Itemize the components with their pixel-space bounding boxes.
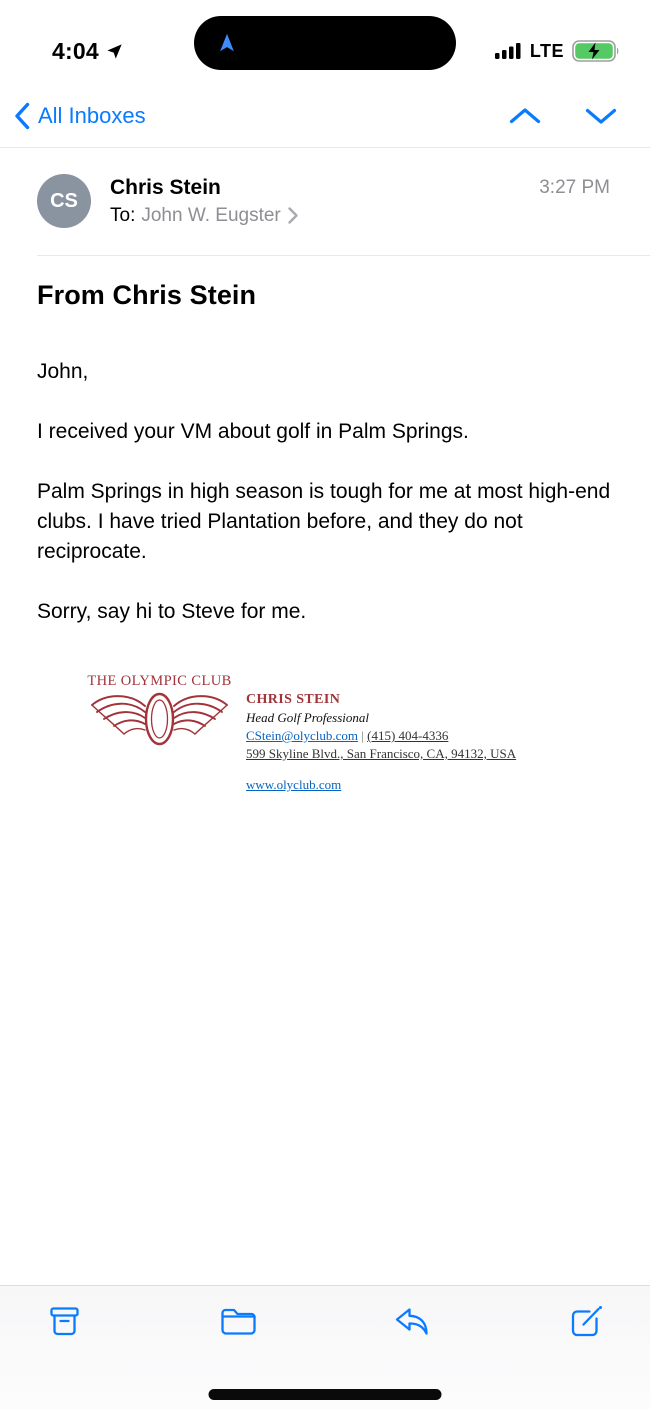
message-time: 3:27 PM xyxy=(539,177,610,198)
header-middle xyxy=(91,174,539,229)
dynamic-island xyxy=(194,16,456,70)
compose-button[interactable] xyxy=(566,1303,606,1343)
sender-name[interactable]: Chris Stein xyxy=(110,176,221,199)
battery-charging-icon xyxy=(572,40,620,62)
chevron-right-icon xyxy=(287,206,299,225)
signature-contact-line xyxy=(246,727,516,745)
email-signature xyxy=(87,673,612,794)
reply-icon xyxy=(392,1303,432,1340)
signature-phone-link[interactable]: (415) 404-4336 xyxy=(367,728,449,743)
email-paragraph: I received your VM about golf in Palm Springs. xyxy=(37,420,469,443)
olympic-club-logo xyxy=(87,673,232,794)
recipient-line[interactable] xyxy=(110,202,539,229)
status-left xyxy=(52,38,124,65)
cellular-signal-icon xyxy=(495,42,522,61)
network-type-label: LTE xyxy=(529,40,564,61)
email-body-heading: From Chris Stein xyxy=(37,280,257,310)
signature-website-line xyxy=(246,776,516,794)
winged-o-emblem-icon xyxy=(87,690,232,752)
archive-icon xyxy=(46,1303,83,1340)
email-content xyxy=(0,256,650,794)
sender-avatar[interactable]: CS xyxy=(37,174,91,228)
chevron-left-icon xyxy=(14,102,30,130)
status-time: 4:04 xyxy=(52,37,99,64)
status-right xyxy=(495,40,620,62)
nav-bar xyxy=(0,90,650,148)
move-to-folder-button[interactable] xyxy=(218,1303,258,1343)
signature-address[interactable]: 599 Skyline Blvd., San Francisco, CA, 94132, USA xyxy=(246,746,517,761)
signature-website-link[interactable]: www.olyclub.com xyxy=(246,777,342,792)
olympic-club-logo-text: THE OLYMPIC CLUB xyxy=(87,673,232,689)
email-paragraph: Palm Springs in high season is tough for me at most high-end clubs. I have tried Plantation before, and they do not reciprocate. xyxy=(37,480,611,563)
previous-message-button[interactable] xyxy=(508,106,542,126)
next-message-button[interactable] xyxy=(584,106,618,126)
signature-email-link[interactable]: CStein@olyclub.com xyxy=(246,728,358,743)
signature-text-block xyxy=(232,673,516,794)
signature-separator: | xyxy=(361,728,364,743)
navigation-active-icon xyxy=(216,32,238,54)
compose-icon xyxy=(567,1303,605,1341)
signature-name: CHRIS STEIN xyxy=(246,692,341,707)
message-nav-arrows xyxy=(508,106,630,126)
home-indicator[interactable] xyxy=(209,1389,442,1400)
archive-button[interactable] xyxy=(44,1303,84,1343)
email-header xyxy=(0,148,650,229)
email-paragraph: John, xyxy=(37,360,89,383)
email-paragraph: Sorry, say hi to Steve for me. xyxy=(37,600,307,623)
folder-icon xyxy=(219,1303,258,1340)
recipient-name: John W. Eugster xyxy=(141,205,281,226)
status-bar xyxy=(0,0,650,90)
signature-job-title: Head Golf Professional xyxy=(246,710,370,725)
reply-button[interactable] xyxy=(392,1303,432,1343)
back-button-label: All Inboxes xyxy=(38,102,146,128)
to-label: To: xyxy=(110,205,136,226)
back-button[interactable] xyxy=(14,102,146,130)
location-arrow-icon xyxy=(105,42,124,61)
